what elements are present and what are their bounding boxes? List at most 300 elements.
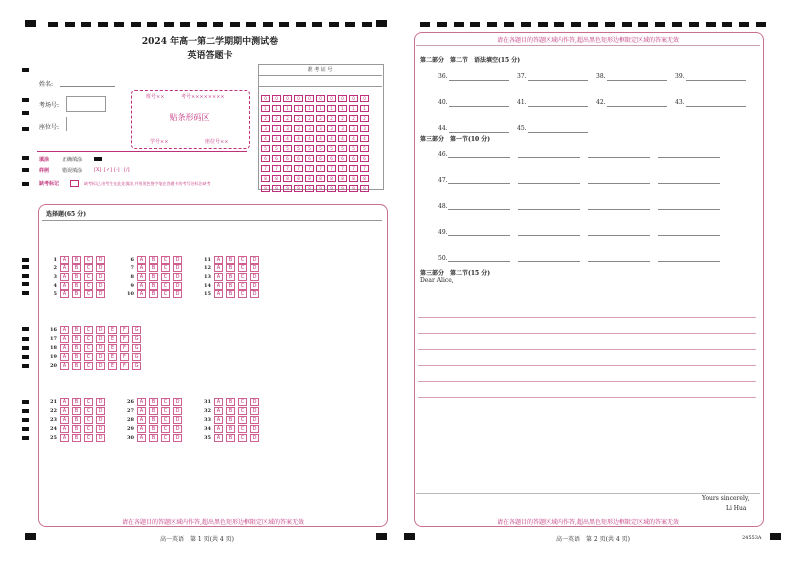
option-bubble[interactable]: A xyxy=(60,290,69,298)
exam-id-bubble[interactable]: 5 xyxy=(360,145,369,152)
option-bubble[interactable]: B xyxy=(72,290,81,298)
option-bubble[interactable]: A xyxy=(137,273,146,281)
option-bubble[interactable]: D xyxy=(173,398,182,406)
option-bubble[interactable]: B xyxy=(226,416,235,424)
option-bubble[interactable]: A xyxy=(60,264,69,272)
exam-id-bubble[interactable]: 2 xyxy=(316,115,325,122)
exam-id-bubble[interactable]: 9 xyxy=(272,185,281,192)
option-bubble[interactable]: C xyxy=(161,282,170,290)
option-bubble[interactable]: G xyxy=(132,362,141,370)
option-bubble[interactable]: B xyxy=(149,416,158,424)
exam-id-bubble[interactable]: 4 xyxy=(327,135,336,142)
option-bubble[interactable]: B xyxy=(72,273,81,281)
timing-mark xyxy=(22,337,29,341)
exam-id-bubble[interactable]: 4 xyxy=(294,135,303,142)
option-bubble[interactable]: A xyxy=(214,416,223,424)
option-bubble[interactable]: A xyxy=(60,326,69,334)
exam-id-bubble[interactable]: 1 xyxy=(261,105,270,112)
option-bubble[interactable]: C xyxy=(84,416,93,424)
option-bubble[interactable]: D xyxy=(250,434,259,442)
option-bubble[interactable]: C xyxy=(84,290,93,298)
exam-id-bubble[interactable]: 6 xyxy=(316,155,325,162)
grammar-blank[interactable] xyxy=(449,80,509,81)
option-bubble[interactable]: A xyxy=(60,425,69,433)
option-bubble[interactable]: B xyxy=(72,434,81,442)
option-bubble[interactable]: C xyxy=(84,326,93,334)
option-bubble[interactable]: A xyxy=(137,290,146,298)
exam-id-bubble[interactable]: 5 xyxy=(316,145,325,152)
option-bubble[interactable]: B xyxy=(149,398,158,406)
option-bubble[interactable]: B xyxy=(72,425,81,433)
exam-id-bubble[interactable]: 0 xyxy=(338,95,347,102)
option-bubble[interactable]: B xyxy=(72,398,81,406)
option-bubble[interactable]: B xyxy=(149,407,158,415)
option-bubble[interactable]: A xyxy=(214,425,223,433)
option-bubble[interactable]: B xyxy=(149,434,158,442)
exam-id-bubble[interactable]: 1 xyxy=(305,105,314,112)
option-bubble[interactable]: B xyxy=(149,273,158,281)
rewrite-blank[interactable] xyxy=(658,157,720,158)
option-bubble[interactable]: D xyxy=(173,273,182,281)
option-bubble[interactable]: A xyxy=(137,407,146,415)
option-bubble[interactable]: B xyxy=(226,407,235,415)
exam-room-field[interactable] xyxy=(66,96,106,112)
exam-id-bubble[interactable]: 8 xyxy=(360,175,369,182)
option-bubble[interactable]: A xyxy=(60,434,69,442)
exam-id-bubble[interactable]: 8 xyxy=(338,175,347,182)
option-bubble[interactable]: B xyxy=(226,290,235,298)
option-bubble[interactable]: D xyxy=(96,256,105,264)
timing-mark xyxy=(164,22,174,27)
option-bubble[interactable]: A xyxy=(60,282,69,290)
option-bubble[interactable]: B xyxy=(72,407,81,415)
exam-id-bubble[interactable]: 6 xyxy=(261,155,270,162)
exam-id-bubble[interactable]: 3 xyxy=(272,125,281,132)
exam-id-bubble[interactable]: 7 xyxy=(283,165,292,172)
exam-id-bubble[interactable]: 8 xyxy=(261,175,270,182)
exam-id-bubble[interactable]: 8 xyxy=(305,175,314,182)
option-bubble[interactable]: C xyxy=(161,256,170,264)
option-bubble[interactable]: C xyxy=(161,425,170,433)
exam-id-bubble[interactable]: 2 xyxy=(360,115,369,122)
option-bubble[interactable]: B xyxy=(149,256,158,264)
rewrite-blank[interactable] xyxy=(588,209,650,210)
writing-line[interactable] xyxy=(418,333,756,334)
exam-id-bubble[interactable]: 0 xyxy=(261,95,270,102)
option-bubble[interactable]: F xyxy=(120,326,129,334)
option-bubble[interactable]: D xyxy=(96,344,105,352)
option-bubble[interactable]: C xyxy=(84,425,93,433)
option-bubble[interactable]: C xyxy=(238,290,247,298)
option-bubble[interactable]: A xyxy=(137,282,146,290)
option-bubble[interactable]: C xyxy=(161,407,170,415)
rewrite-blank[interactable] xyxy=(448,157,510,158)
exam-id-bubble[interactable]: 7 xyxy=(294,165,303,172)
option-bubble[interactable]: C xyxy=(161,434,170,442)
exam-id-bubble[interactable]: 8 xyxy=(349,175,358,182)
seat-field[interactable] xyxy=(66,117,105,131)
exam-id-bubble[interactable]: 0 xyxy=(316,95,325,102)
grammar-blank[interactable] xyxy=(686,106,746,107)
exam-id-bubble[interactable]: 2 xyxy=(283,115,292,122)
writing-line[interactable] xyxy=(418,349,756,350)
option-bubble[interactable]: D xyxy=(250,416,259,424)
option-bubble[interactable]: C xyxy=(84,282,93,290)
option-bubble[interactable]: B xyxy=(226,273,235,281)
writing-line[interactable] xyxy=(418,397,756,398)
option-bubble[interactable]: A xyxy=(137,256,146,264)
grammar-blank[interactable] xyxy=(607,80,667,81)
option-bubble[interactable]: D xyxy=(96,282,105,290)
option-bubble[interactable]: F xyxy=(120,335,129,343)
option-bubble[interactable]: D xyxy=(250,282,259,290)
option-bubble[interactable]: C xyxy=(238,264,247,272)
exam-id-bubble[interactable]: 4 xyxy=(305,135,314,142)
exam-id-bubble[interactable]: 4 xyxy=(349,135,358,142)
exam-id-bubble[interactable]: 5 xyxy=(338,145,347,152)
exam-id-bubble[interactable]: 9 xyxy=(261,185,270,192)
option-bubble[interactable]: B xyxy=(149,264,158,272)
option-bubble[interactable]: C xyxy=(238,407,247,415)
option-bubble[interactable]: D xyxy=(173,282,182,290)
exam-id-bubble[interactable]: 1 xyxy=(294,105,303,112)
option-bubble[interactable]: D xyxy=(173,425,182,433)
rewrite-blank[interactable] xyxy=(518,235,580,236)
exam-id-bubble[interactable]: 8 xyxy=(283,175,292,182)
exam-id-bubble[interactable]: 3 xyxy=(349,125,358,132)
option-bubble[interactable]: A xyxy=(60,273,69,281)
option-bubble[interactable]: D xyxy=(96,335,105,343)
option-bubble[interactable]: C xyxy=(84,398,93,406)
option-bubble[interactable]: B xyxy=(226,434,235,442)
option-bubble[interactable]: B xyxy=(226,398,235,406)
absent-checkbox[interactable] xyxy=(70,180,79,187)
option-bubble[interactable]: B xyxy=(72,362,81,370)
exam-id-bubble[interactable]: 1 xyxy=(316,105,325,112)
exam-id-bubble[interactable]: 6 xyxy=(338,155,347,162)
option-bubble[interactable]: B xyxy=(149,425,158,433)
rewrite-blank[interactable] xyxy=(448,261,510,262)
exam-id-bubble[interactable]: 5 xyxy=(283,145,292,152)
exam-id-bubble[interactable]: 5 xyxy=(327,145,336,152)
option-bubble[interactable]: B xyxy=(72,353,81,361)
exam-id-bubble[interactable]: 6 xyxy=(360,155,369,162)
option-bubble[interactable]: C xyxy=(238,434,247,442)
exam-id-bubble[interactable]: 8 xyxy=(272,175,281,182)
exam-id-bubble[interactable]: 6 xyxy=(272,155,281,162)
option-bubble[interactable]: E xyxy=(108,335,117,343)
exam-id-bubble[interactable]: 3 xyxy=(360,125,369,132)
option-bubble[interactable]: B xyxy=(72,264,81,272)
exam-id-bubble[interactable]: 9 xyxy=(294,185,303,192)
exam-id-bubble[interactable]: 6 xyxy=(294,155,303,162)
exam-id-bubble[interactable]: 9 xyxy=(360,185,369,192)
option-bubble[interactable]: D xyxy=(250,290,259,298)
rewrite-blank[interactable] xyxy=(658,235,720,236)
exam-id-bubble[interactable]: 9 xyxy=(327,185,336,192)
option-bubble[interactable]: A xyxy=(60,344,69,352)
option-bubble[interactable]: C xyxy=(161,398,170,406)
option-bubble[interactable]: D xyxy=(173,290,182,298)
exam-id-bubble[interactable]: 6 xyxy=(283,155,292,162)
exam-id-bubble[interactable]: 4 xyxy=(338,135,347,142)
exam-id-bubble[interactable]: 7 xyxy=(327,165,336,172)
option-bubble[interactable]: D xyxy=(96,434,105,442)
option-bubble[interactable]: G xyxy=(132,344,141,352)
exam-id-bubble[interactable]: 7 xyxy=(349,165,358,172)
exam-id-bubble[interactable]: 1 xyxy=(349,105,358,112)
rewrite-blank[interactable] xyxy=(518,183,580,184)
option-bubble[interactable]: D xyxy=(96,290,105,298)
exam-id-bubble[interactable]: 9 xyxy=(349,185,358,192)
option-bubble[interactable]: G xyxy=(132,353,141,361)
exam-id-bubble[interactable]: 5 xyxy=(261,145,270,152)
exam-id-bubble[interactable]: 2 xyxy=(338,115,347,122)
exam-id-bubble[interactable]: 1 xyxy=(338,105,347,112)
option-bubble[interactable]: B xyxy=(72,335,81,343)
option-bubble[interactable]: G xyxy=(132,326,141,334)
exam-id-bubble[interactable]: 0 xyxy=(294,95,303,102)
exam-id-bubble[interactable]: 0 xyxy=(349,95,358,102)
option-bubble[interactable]: D xyxy=(96,425,105,433)
rewrite-blank[interactable] xyxy=(518,209,580,210)
rewrite-blank[interactable] xyxy=(658,261,720,262)
exam-id-bubble[interactable]: 7 xyxy=(305,165,314,172)
grammar-blank[interactable] xyxy=(528,132,588,133)
option-bubble[interactable]: A xyxy=(137,425,146,433)
rewrite-blank[interactable] xyxy=(518,157,580,158)
exam-id-bubble[interactable]: 2 xyxy=(349,115,358,122)
grammar-blank[interactable] xyxy=(528,80,588,81)
option-bubble[interactable]: C xyxy=(161,290,170,298)
option-bubble[interactable]: A xyxy=(214,398,223,406)
exam-id-bubble[interactable]: 3 xyxy=(338,125,347,132)
grammar-blank[interactable] xyxy=(607,106,667,107)
exam-id-bubble[interactable]: 3 xyxy=(327,125,336,132)
exam-id-bubble[interactable]: 0 xyxy=(272,95,281,102)
option-bubble[interactable]: D xyxy=(250,273,259,281)
option-bubble[interactable]: A xyxy=(137,434,146,442)
option-bubble[interactable]: C xyxy=(84,344,93,352)
option-bubble[interactable]: E xyxy=(108,362,117,370)
writing-line[interactable] xyxy=(418,381,756,382)
exam-id-bubble[interactable]: 7 xyxy=(272,165,281,172)
option-bubble[interactable]: C xyxy=(161,416,170,424)
exam-id-bubble[interactable]: 1 xyxy=(327,105,336,112)
exam-id-bubble[interactable]: 5 xyxy=(294,145,303,152)
exam-id-bubble[interactable]: 5 xyxy=(272,145,281,152)
exam-id-bubble[interactable]: 9 xyxy=(283,185,292,192)
option-bubble[interactable]: F xyxy=(120,353,129,361)
option-bubble[interactable]: D xyxy=(96,264,105,272)
exam-id-bubble[interactable]: 2 xyxy=(261,115,270,122)
exam-id-bubble[interactable]: 0 xyxy=(305,95,314,102)
option-bubble[interactable]: C xyxy=(238,282,247,290)
exam-id-bubble[interactable]: 5 xyxy=(349,145,358,152)
exam-id-bubble[interactable]: 4 xyxy=(283,135,292,142)
exam-id-bubble[interactable]: 8 xyxy=(327,175,336,182)
rewrite-blank[interactable] xyxy=(448,235,510,236)
option-bubble[interactable]: D xyxy=(96,326,105,334)
option-bubble[interactable]: E xyxy=(108,344,117,352)
option-bubble[interactable]: F xyxy=(120,344,129,352)
option-bubble[interactable]: C xyxy=(238,256,247,264)
option-bubble[interactable]: D xyxy=(250,256,259,264)
option-bubble[interactable]: A xyxy=(60,416,69,424)
option-bubble[interactable]: A xyxy=(214,290,223,298)
exam-id-bubble[interactable]: 4 xyxy=(261,135,270,142)
option-bubble[interactable]: C xyxy=(84,256,93,264)
option-bubble[interactable]: D xyxy=(250,264,259,272)
exam-id-bubble[interactable]: 3 xyxy=(305,125,314,132)
exam-id-bubble[interactable]: 7 xyxy=(316,165,325,172)
option-bubble[interactable]: C xyxy=(238,425,247,433)
exam-id-bubble[interactable]: 3 xyxy=(294,125,303,132)
option-bubble[interactable]: E xyxy=(108,326,117,334)
exam-id-bubble[interactable]: 3 xyxy=(261,125,270,132)
exam-id-bubble[interactable]: 6 xyxy=(349,155,358,162)
option-bubble[interactable]: D xyxy=(173,416,182,424)
option-bubble[interactable]: A xyxy=(137,416,146,424)
option-bubble[interactable]: B xyxy=(226,425,235,433)
option-bubble[interactable]: A xyxy=(137,398,146,406)
rewrite-blank[interactable] xyxy=(658,183,720,184)
exam-id-bubble[interactable]: 6 xyxy=(327,155,336,162)
exam-id-bubble[interactable]: 9 xyxy=(338,185,347,192)
option-bubble[interactable]: C xyxy=(84,407,93,415)
option-bubble[interactable]: D xyxy=(96,273,105,281)
exam-id-bubble[interactable]: 9 xyxy=(316,185,325,192)
exam-id-bubble[interactable]: 1 xyxy=(283,105,292,112)
option-bubble[interactable]: A xyxy=(214,273,223,281)
rewrite-blank[interactable] xyxy=(448,183,510,184)
option-bubble[interactable]: G xyxy=(132,335,141,343)
option-bubble[interactable]: C xyxy=(84,353,93,361)
option-bubble[interactable]: C xyxy=(161,273,170,281)
writing-line[interactable] xyxy=(418,317,756,318)
option-bubble[interactable]: A xyxy=(214,282,223,290)
exam-id-bubble[interactable]: 8 xyxy=(316,175,325,182)
option-bubble[interactable]: A xyxy=(60,398,69,406)
rewrite-blank[interactable] xyxy=(658,209,720,210)
choice-row xyxy=(47,282,108,289)
writing-line[interactable] xyxy=(418,365,756,366)
option-bubble[interactable]: A xyxy=(60,353,69,361)
option-bubble[interactable]: B xyxy=(149,282,158,290)
option-bubble[interactable]: D xyxy=(96,407,105,415)
option-bubble[interactable]: A xyxy=(60,335,69,343)
option-bubble[interactable]: A xyxy=(60,256,69,264)
option-bubble[interactable]: A xyxy=(137,264,146,272)
grammar-blank[interactable] xyxy=(449,132,509,133)
option-bubble[interactable]: B xyxy=(72,282,81,290)
name-field[interactable] xyxy=(60,86,115,87)
rewrite-blank[interactable] xyxy=(588,183,650,184)
option-bubble[interactable]: B xyxy=(226,264,235,272)
option-bubble[interactable]: C xyxy=(84,264,93,272)
option-bubble[interactable]: B xyxy=(226,256,235,264)
option-bubble[interactable]: D xyxy=(96,362,105,370)
option-bubble[interactable]: E xyxy=(108,353,117,361)
grammar-blank[interactable] xyxy=(449,106,509,107)
option-bubble[interactable]: C xyxy=(84,273,93,281)
option-bubble[interactable]: D xyxy=(96,398,105,406)
exam-id-bubble[interactable]: 7 xyxy=(261,165,270,172)
exam-id-bubble[interactable]: 2 xyxy=(272,115,281,122)
exam-id-bubble[interactable]: 9 xyxy=(305,185,314,192)
exam-id-bubble[interactable]: 7 xyxy=(360,165,369,172)
option-bubble[interactable]: D xyxy=(173,434,182,442)
option-bubble[interactable]: B xyxy=(72,256,81,264)
rewrite-blank[interactable] xyxy=(588,157,650,158)
option-bubble[interactable]: D xyxy=(96,416,105,424)
option-bubble[interactable]: C xyxy=(238,273,247,281)
option-bubble[interactable]: C xyxy=(238,416,247,424)
exam-id-bubble[interactable]: 0 xyxy=(360,95,369,102)
exam-id-bubble[interactable]: 0 xyxy=(327,95,336,102)
option-bubble[interactable]: A xyxy=(214,256,223,264)
option-bubble[interactable]: C xyxy=(161,264,170,272)
exam-id-bubble[interactable]: 2 xyxy=(294,115,303,122)
exam-id-bubble[interactable]: 5 xyxy=(305,145,314,152)
option-bubble[interactable]: C xyxy=(84,434,93,442)
exam-id-bubble[interactable]: 7 xyxy=(338,165,347,172)
option-bubble[interactable]: D xyxy=(173,256,182,264)
option-bubble[interactable]: D xyxy=(173,407,182,415)
option-bubble[interactable]: B xyxy=(72,416,81,424)
option-bubble[interactable]: B xyxy=(226,282,235,290)
option-bubble[interactable]: B xyxy=(72,326,81,334)
exam-id-bubble[interactable]: 0 xyxy=(283,95,292,102)
rewrite-blank[interactable] xyxy=(588,261,650,262)
option-bubble[interactable]: C xyxy=(238,398,247,406)
option-bubble[interactable]: C xyxy=(84,362,93,370)
option-bubble[interactable]: D xyxy=(250,398,259,406)
option-bubble[interactable]: A xyxy=(214,264,223,272)
option-bubble[interactable]: D xyxy=(250,425,259,433)
option-bubble[interactable]: D xyxy=(96,353,105,361)
exam-id-bubble[interactable]: 3 xyxy=(316,125,325,132)
exam-id-bubble[interactable]: 6 xyxy=(305,155,314,162)
option-bubble[interactable]: A xyxy=(60,407,69,415)
rewrite-blank[interactable] xyxy=(588,235,650,236)
option-bubble[interactable]: F xyxy=(120,362,129,370)
option-bubble[interactable]: B xyxy=(72,344,81,352)
option-bubble[interactable]: B xyxy=(149,290,158,298)
option-bubble[interactable]: D xyxy=(173,264,182,272)
exam-id-bubble[interactable]: 8 xyxy=(294,175,303,182)
exam-id-bubble[interactable]: 3 xyxy=(283,125,292,132)
grammar-blank[interactable] xyxy=(686,80,746,81)
option-bubble[interactable]: A xyxy=(214,434,223,442)
option-bubble[interactable]: A xyxy=(60,362,69,370)
exam-id-grid[interactable] xyxy=(261,90,371,190)
exam-id-bubble[interactable]: 4 xyxy=(316,135,325,142)
exam-id-bubble[interactable]: 2 xyxy=(305,115,314,122)
option-bubble[interactable]: C xyxy=(84,335,93,343)
exam-id-bubble[interactable]: 1 xyxy=(272,105,281,112)
option-bubble[interactable]: A xyxy=(214,407,223,415)
rewrite-blank[interactable] xyxy=(448,209,510,210)
exam-id-bubble[interactable]: 4 xyxy=(272,135,281,142)
exam-id-entry-row[interactable] xyxy=(258,75,382,87)
option-bubble[interactable]: D xyxy=(250,407,259,415)
exam-id-bubble[interactable]: 1 xyxy=(360,105,369,112)
exam-id-bubble[interactable]: 4 xyxy=(360,135,369,142)
grammar-blank[interactable] xyxy=(528,106,588,107)
exam-id-bubble[interactable]: 2 xyxy=(327,115,336,122)
rewrite-blank[interactable] xyxy=(518,261,580,262)
